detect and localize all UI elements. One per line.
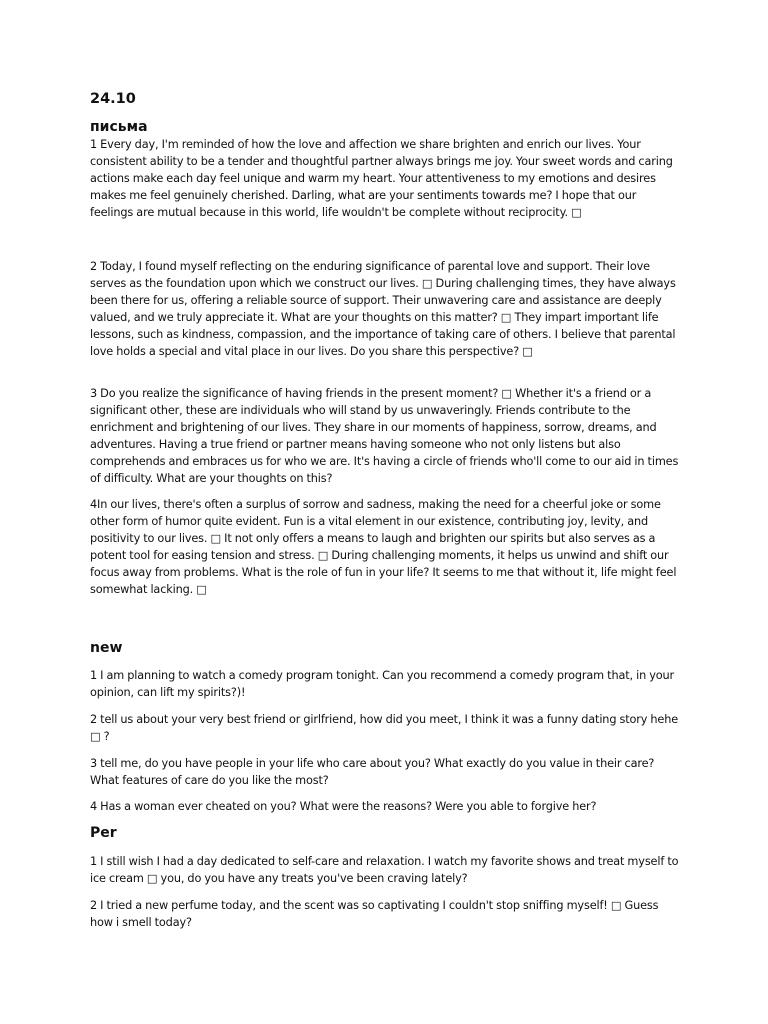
section-heading-new: new <box>90 640 123 656</box>
per-paragraph: 2 I tried a new perfume today, and the scent was so captivating I couldn't stop sniffing myself! □ Guess how i smell today? <box>90 899 659 929</box>
letter-paragraph: 1 Every day, I'm reminded of how the love and affection we share brighten and enrich our lives. Your consistent ability to be a tender and thoughtful partner always brings me joy. Your sweet words and caring actions make each day feel unique and warm my heart. Your attentiveness to my emotions and desires makes me feel genuinely cherished. Darling, what are your sentiments towards me? I hope that our feelings are mutual because in this world, life wouldn't be complete without reciprocity. □ <box>90 138 673 219</box>
new-paragraph: 4 Has a woman ever cheated on you? What were the reasons? Were you able to forgive her? <box>90 800 597 813</box>
document-date: 24.10 <box>90 91 136 107</box>
letter-paragraph: 3 Do you realize the significance of having friends in the present moment? □ Whether it's a friend or a significant other, these are individuals who will stand by us unwaveringly. Friends contribute to the enrichment and brightening of our lives. They share in our moments of happiness, sorrow, dreams, and adventures. Having a true friend or partner means having someone who not only listens but also comprehends and embraces us for who we are. It's having a circle of friends who'll come to our aid in times of difficulty. What are your thoughts on this? <box>90 387 679 485</box>
new-paragraph: 3 tell me, do you have people in your life who care about you? What exactly do you value in their care? What features of care do you like the most? <box>90 757 655 787</box>
section-heading-letters: письма <box>90 119 148 135</box>
new-paragraph: 2 tell us about your very best friend or girlfriend, how did you meet, I think it was a funny dating story hehe □ ? <box>90 713 679 743</box>
letter-paragraph: 4In our lives, there's often a surplus of sorrow and sadness, making the need for a cheerful joke or some other form of humor quite evident. Fun is a vital element in our existence, contributing joy, levity, and positivity to our lives. □ It not only offers a means to laugh and brighten our spirits but also serves as a potent tool for easing tension and stress. □ During challenging moments, it helps us unwind and shift our focus away from problems. What is the role of fun in your life? It seems to me that without it, life might feel somewhat lacking. □ <box>90 498 677 596</box>
letter-paragraph: 2 Today, I found myself reflecting on the enduring significance of parental love and support. Their love serves as the foundation upon which we construct our lives. □ During challenging times, they have always been there for us, offering a reliable source of support. Their unwavering care and assistance are deeply valued, and we truly appreciate it. What are your thoughts on this matter? □ They impart important life lessons, such as kindness, compassion, and the importance of taking care of others. I believe that parental love holds a special and vital place in our lives. Do you share this perspective? □ <box>90 260 676 358</box>
new-paragraph: 1 I am planning to watch a comedy program tonight. Can you recommend a comedy program that, in your opinion, can lift my spirits?)! <box>90 669 675 699</box>
section-heading-per: Per <box>90 825 117 841</box>
per-paragraph: 1 I still wish I had a day dedicated to self-care and relaxation. I watch my favorite shows and treat myself to ice cream □ you, do you have any treats you've been craving lately? <box>90 855 679 885</box>
